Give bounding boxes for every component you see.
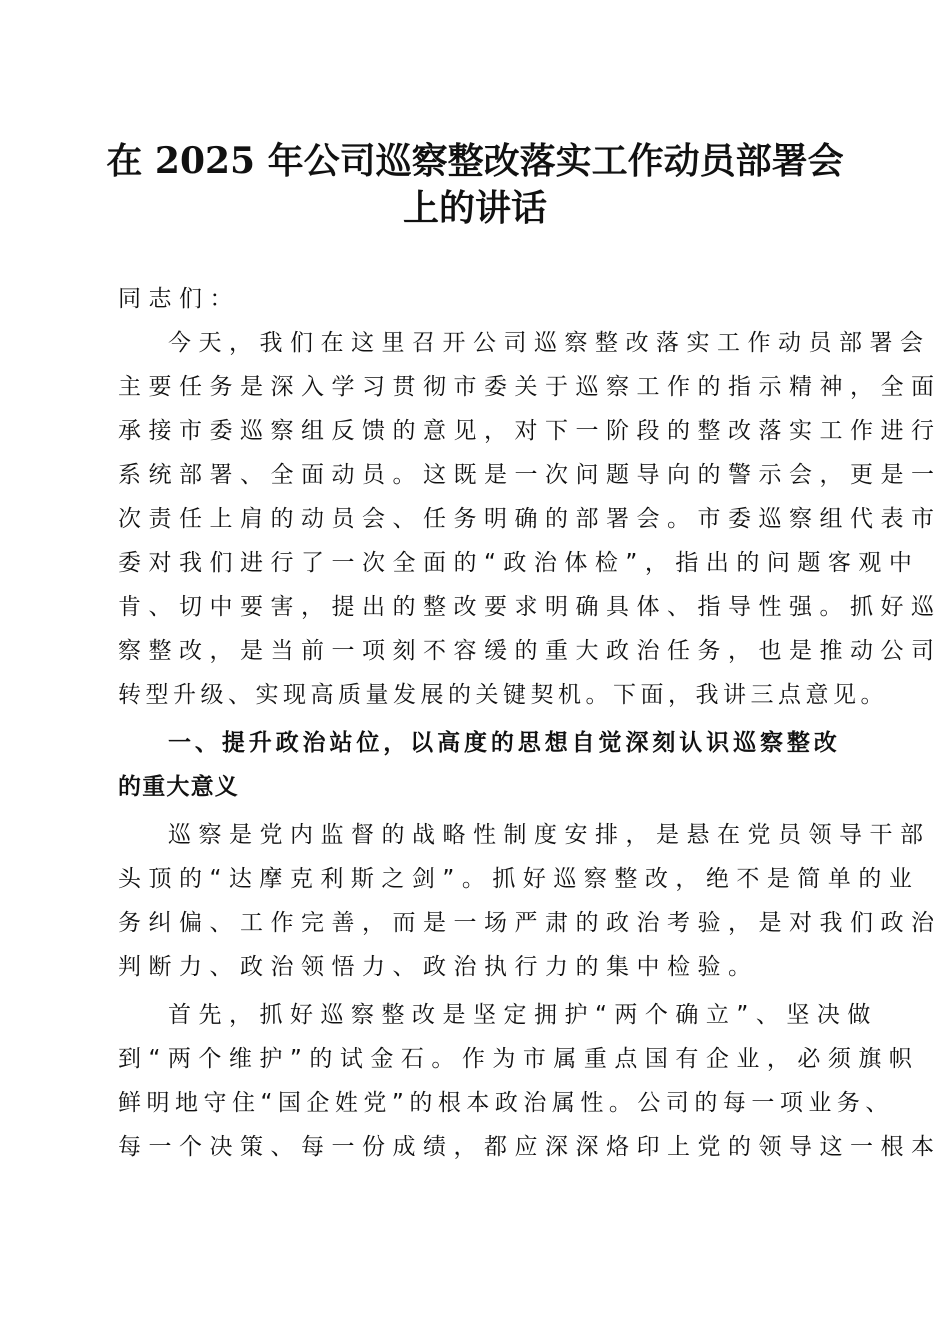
intro-line: 转型升级、实现高质量发展的关键契机。下面，我讲三点意见。 — [118, 682, 888, 708]
intro-line: 察整改，是当前一项刻不容缓的重大政治任务，也是推动公司 — [118, 638, 942, 664]
intro-line: 委对我们进行了一次全面的“政治体检”，指出的问题客观中 — [118, 550, 920, 576]
intro-line: 系统部署、全面动员。这既是一次问题导向的警示会，更是一 — [118, 462, 942, 488]
intro-line: 肯、切中要害，提出的整改要求明确具体、指导性强。抓好巡 — [118, 594, 942, 620]
section-1-heading-line-2: 的重大意义 — [118, 774, 239, 800]
paragraph-3-line: 鲜明地守住“国企姓党”的根本政治属性。公司的每一项业务、 — [118, 1090, 894, 1116]
paragraph-3-line: 首先，抓好巡察整改是坚定拥护“两个确立”、坚决做 — [168, 1002, 878, 1028]
paragraph-3-line: 每一个决策、每一份成绩，都应深深烙印上党的领导这一根本 — [118, 1134, 942, 1160]
document-title-line-1: 在 2025 年公司巡察整改落实工作动员部署会 — [106, 140, 844, 182]
intro-line: 主要任务是深入学习贯彻市委关于巡察工作的指示精神，全面 — [118, 374, 942, 400]
salutation: 同志们： — [118, 286, 240, 312]
section-1-heading-line-1: 一、提升政治站位，以高度的思想自觉深刻认识巡察整改 — [168, 730, 838, 756]
paragraph-2-line: 判断力、政治领悟力、政治执行力的集中检验。 — [118, 954, 759, 980]
intro-line: 承接市委巡察组反馈的意见，对下一阶段的整改落实工作进行 — [118, 418, 942, 444]
document-title-line-2: 上的讲话 — [402, 187, 547, 229]
paragraph-3-line: 到“两个维护”的试金石。作为市属重点国有企业，必须旗帜 — [118, 1046, 920, 1072]
intro-line: 今天，我们在这里召开公司巡察整改落实工作动员部署会 — [168, 330, 931, 356]
paragraph-2-line: 务纠偏、工作完善，而是一场严肃的政治考验，是对我们政治 — [118, 910, 942, 936]
intro-line: 次责任上肩的动员会、任务明确的部署会。市委巡察组代表市 — [118, 506, 942, 532]
paragraph-2-line: 巡察是党内监督的战略性制度安排，是悬在党员领导干部 — [168, 822, 931, 848]
paragraph-2-line: 头顶的“达摩克利斯之剑”。抓好巡察整改，绝不是简单的业 — [118, 866, 920, 892]
